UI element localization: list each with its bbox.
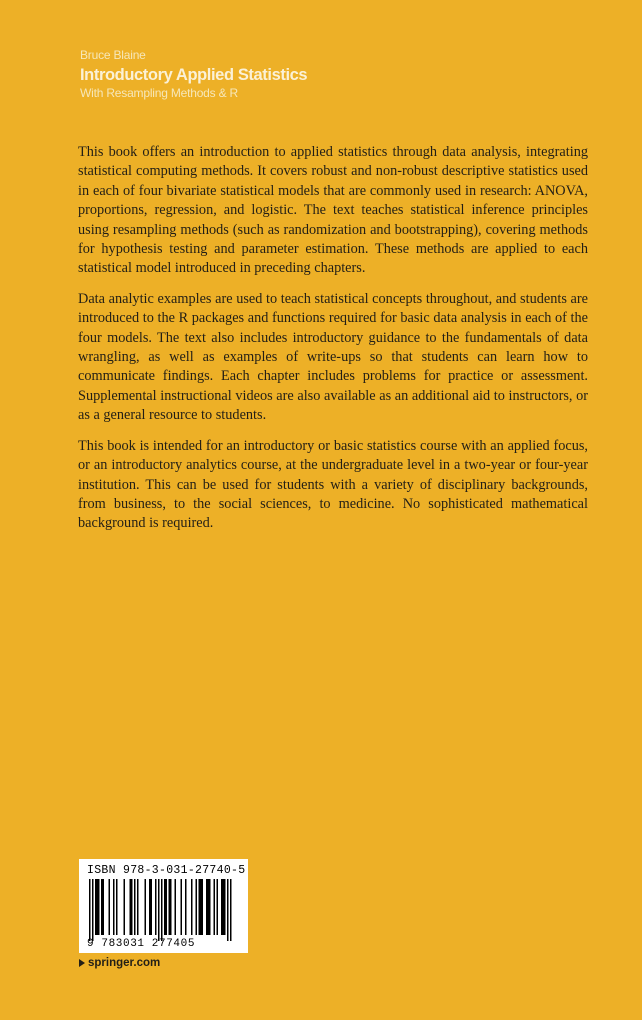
barcode-bar — [202, 879, 204, 935]
barcode-bar — [230, 879, 232, 941]
barcode-bar — [109, 879, 111, 935]
ean-digits: 9 783031 277405 — [87, 938, 196, 950]
barcode-bar — [97, 879, 99, 935]
barcode-bar — [155, 879, 157, 935]
barcode-bar — [191, 879, 193, 935]
author-name: Bruce Blaine — [80, 48, 146, 62]
barcode-bar — [137, 879, 139, 935]
barcode-bar — [209, 879, 211, 935]
barcode-bar — [95, 879, 97, 935]
barcode-bar — [151, 879, 153, 935]
isbn-label: ISBN 978-3-031-27740-5 — [87, 864, 246, 877]
barcode-bar — [196, 879, 198, 935]
barcode-bar — [101, 879, 103, 935]
barcode-bar — [227, 879, 229, 941]
description-paragraph-1: This book offers an introduction to applied statistics through data analysis, integrating statistical computing methods. It covers robust and non-robust descriptive statistics used in each of four bivariate statistical models that are commonly used in research: ANOVA, proportions, regression, and logistic. The text teaches statistical inference principles using resampling methods (such as randomization and bootstrapping), covering methods for hypothesis testing and parameter estimation. These methods are applied to each statistical model introduced in preceding chapters. — [78, 144, 588, 277]
barcode-bar — [130, 879, 132, 935]
barcode-bar — [223, 879, 225, 935]
isbn-barcode — [79, 859, 248, 953]
barcode-bar — [185, 879, 187, 935]
barcode-bar — [181, 879, 183, 935]
barcode-bar — [217, 879, 219, 935]
barcode-bar — [98, 879, 100, 935]
publisher-link[interactable] — [79, 957, 160, 969]
barcode-bar — [164, 879, 166, 935]
book-header — [80, 48, 307, 100]
barcode-bar — [199, 879, 201, 935]
description-paragraph-3: This book is intended for an introductory or basic statistics course with an applied focus, or an introductory analytics course, at the undergraduate level in a two-year or four-year institution. This can be used for students with a variety of disciplinary backgrounds, from business, to the social sciences, to medicine. No sophisticated mathematical background is required. — [78, 437, 588, 532]
barcode-bar — [221, 879, 223, 935]
barcode-bar — [149, 879, 151, 935]
barcode-bar — [169, 879, 171, 935]
barcode-bar — [92, 879, 94, 941]
barcode-bar — [214, 879, 216, 935]
barcode-bar — [175, 879, 177, 935]
book-subtitle: With Resampling Methods & R — [80, 86, 238, 100]
barcode-bar — [113, 879, 115, 935]
book-description — [78, 143, 588, 545]
barcode-bar — [131, 879, 133, 935]
barcode-bar — [200, 879, 202, 935]
barcode-bar — [145, 879, 147, 935]
barcode-bar — [206, 879, 208, 935]
barcode-bar — [166, 879, 168, 935]
barcode-graphic — [89, 879, 239, 941]
arrow-right-icon — [79, 959, 85, 967]
barcode-bar — [170, 879, 172, 935]
barcode-bar — [208, 879, 210, 935]
barcode-bar — [161, 879, 163, 941]
barcode-bar — [134, 879, 136, 935]
description-paragraph-2: Data analytic examples are used to teach statistical concepts throughout, and students are introduced to the R packages and functions required for basic data analysis in each of the four models. The text also includes introductory guidance to the fundamentals of data wrangling, as well as examples of write-ups so that students can learn how to communicate findings. Each chapter includes problems for practice or assessment. Supplemental instructional videos are also available as an additional aid to instructors, or as a general resource to students. — [78, 290, 588, 424]
barcode-bar — [158, 879, 160, 941]
barcode-bar — [89, 879, 91, 941]
barcode-bar — [124, 879, 126, 935]
book-title: Introductory Applied Statistics — [80, 66, 308, 84]
barcode-bar — [103, 879, 105, 935]
barcode-bar — [224, 879, 226, 935]
publisher-url: springer.com — [88, 957, 161, 969]
barcode-bar — [116, 879, 118, 935]
